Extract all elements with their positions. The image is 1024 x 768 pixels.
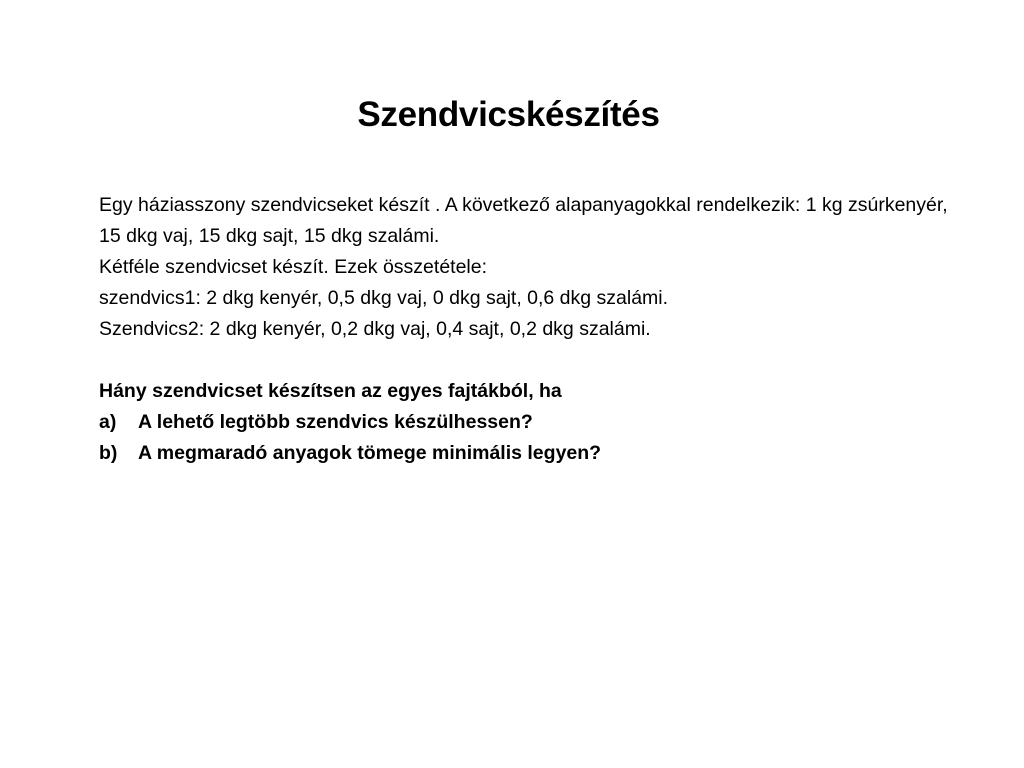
spacer xyxy=(99,345,949,376)
question-list xyxy=(99,407,949,469)
question-text: A megmaradó anyagok tömege minimális legyen? xyxy=(138,442,602,464)
slide-title: Szendvicskészítés xyxy=(357,95,660,134)
list-marker: b) xyxy=(99,442,118,464)
list-marker: a) xyxy=(99,411,117,433)
sandwich2-recipe: Szendvics2: 2 dkg kenyér, 0,2 dkg vaj, 0,4 sajt, 0,2 dkg szalámi. xyxy=(99,318,651,340)
intro-paragraph: Egy háziasszony szendvicseket készít . A következő alapanyagokkal rendelkezik: 1 kg zsúrkenyér, 15 dkg vaj, 15 dkg sajt, 15 dkg szalámi. xyxy=(99,194,948,247)
question-item-a xyxy=(99,407,949,438)
sandwich1-recipe: szendvics1: 2 dkg kenyér, 0,5 dkg vaj, 0 dkg sajt, 0,6 dkg szalámi. xyxy=(99,287,669,309)
slide-body xyxy=(99,190,949,469)
question-item-b xyxy=(99,438,949,469)
question-heading: Hány szendvicset készítsen az egyes fajtákból, ha xyxy=(99,380,562,402)
types-line: Kétféle szendvicset készít. Ezek összetétele: xyxy=(99,256,488,278)
question-text: A lehető legtöbb szendvics készülhessen? xyxy=(138,411,533,433)
